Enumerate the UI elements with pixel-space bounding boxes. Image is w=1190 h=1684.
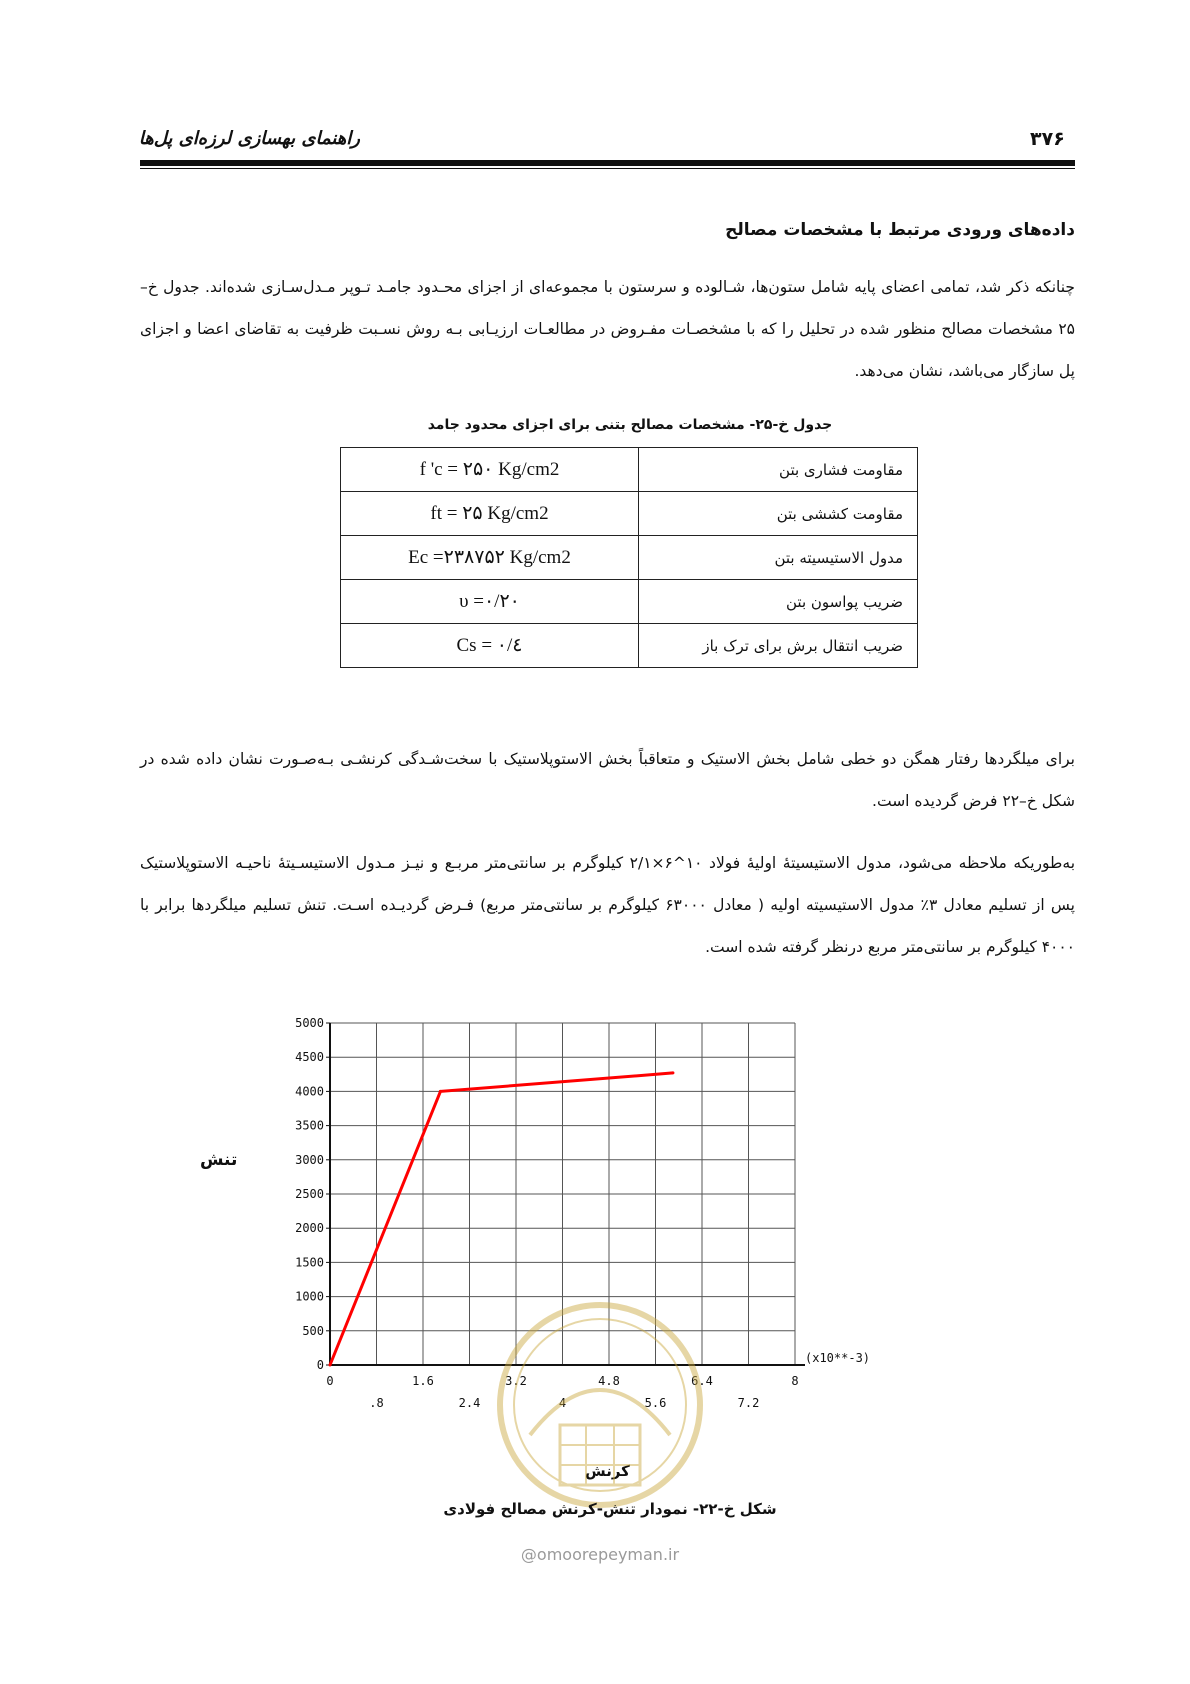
- y-tick-label: 5000: [295, 1016, 324, 1030]
- x-tick-label-bottom: 7.2: [737, 1396, 760, 1410]
- table-cell-desc: مقاومت فشاری بتن: [639, 448, 918, 492]
- data-point: [671, 1071, 674, 1074]
- running-title: راهنمای بهسازی لرزه‌ای پل‌ها: [138, 128, 360, 149]
- table-cell-value: υ =۰/۲۰: [341, 580, 639, 624]
- x-tick-label-top: 0: [326, 1374, 334, 1388]
- y-tick-label: 2500: [295, 1187, 324, 1201]
- x-tick-label-top: 4.8: [598, 1374, 620, 1388]
- table-cell-desc: ضریب انتقال برش برای ترک باز: [639, 624, 918, 668]
- x-tick-label-bottom: .8: [369, 1396, 384, 1410]
- y-tick-label: 4000: [295, 1084, 324, 1099]
- table-cell-desc: مقاومت کششی بتن: [639, 492, 918, 536]
- table-row: [341, 536, 918, 580]
- y-tick-label: 500: [302, 1323, 324, 1338]
- table-cell-desc: مدول الاستیسیته بتن: [639, 536, 918, 580]
- x-tick-label-bottom: 4: [558, 1396, 567, 1410]
- x-tick-label-bottom: 5.6: [644, 1396, 667, 1410]
- x-axis-multiplier: (x10**-3): [805, 1351, 871, 1365]
- y-tick-label: 4500: [295, 1050, 324, 1065]
- y-tick-label: 0: [316, 1358, 324, 1372]
- table-cell-value: Cs = ۰/٤: [341, 624, 639, 668]
- paragraph-steel-modulus: به‌طوریکه ملاحظه می‌شود، مدول الاستیسیتهٔ اولیهٔ فولاد ۱۰^۶×۲/۱ کیلوگرم بر سانتی‌متر مربـع و نیـز مـدول الاستیسـیتهٔ ناحیـه الاستوپلاستیک پس از تسلیم معادل ۳٪ مدول الاستیسیته اولیه ( معادل ۶۳۰۰۰ کیلوگرم بر سانتی‌متر مربع) فـرض گردیـده اسـت. تنش تسلیم میلگردها برابر با ۴۰۰۰ کیلوگرم بر سانتی‌متر مربع درنظر گرفته شده است.: [140, 854, 1076, 956]
- y-tick-label: 1500: [295, 1255, 324, 1270]
- table-cell-value: Ec =۲۳۸۷۵۲ Kg/cm2: [341, 536, 639, 580]
- data-point: [439, 1090, 442, 1093]
- header-rule-thin: [140, 168, 1075, 169]
- chart-x-label: کرنش: [585, 1462, 630, 1480]
- x-tick-label-top: 6.4: [691, 1374, 713, 1388]
- x-tick-label-top: 1.6: [412, 1374, 434, 1388]
- table-cell-desc: ضریب پواسون بتن: [639, 580, 918, 624]
- section-heading: داده‌های ورودی مرتبط با مشخصات مصالح: [725, 220, 1075, 240]
- data-point: [329, 1364, 332, 1367]
- y-tick-label: 1000: [295, 1289, 324, 1304]
- y-tick-label: 3500: [295, 1118, 324, 1133]
- paragraph-rebar-behavior: برای میلگردها رفتار همگن دو خطی شامل بخش الاستیک و متعاقباً بخش الاستوپلاستیک با سخت‌شـدگی کرنشـی بـه‌صـورت نشان داده شده در شکل خ–۲۲ فرض گردیده است.: [140, 750, 1075, 810]
- y-tick-label: 2000: [295, 1221, 324, 1236]
- table-row: [341, 492, 918, 536]
- paragraph-intro: چنانکه ذکر شد، تمامی اعضای پایه شامل ستون‌ها، شـالوده و سرستون با مجموعه‌ای از اجزای محـدود جامـد تـوپر مـدل‌سـازی شده‌اند. جدول خ–۲۵ مشخصات مصالح منظور شده در تحلیل را که با مشخصـات مفـروض در مطالعـات ارزیـابی بـه روش نسـبت ظرفیت به تقاضای اعضا و اجزای پل سازگار می‌باشد، نشان می‌دهد.: [140, 278, 1075, 380]
- table-cell-value: ft = ۲۵ Kg/cm2: [341, 492, 639, 536]
- x-tick-label-top: 3.2: [505, 1374, 527, 1388]
- x-tick-label-bottom: 2.4: [458, 1396, 481, 1410]
- header-rule: [140, 160, 1075, 166]
- table-row: [341, 580, 918, 624]
- chart-y-label: تنش: [200, 1150, 238, 1170]
- page-number: ۳۷۶: [1030, 128, 1065, 150]
- y-tick-label: 3000: [295, 1152, 324, 1167]
- table-row: [341, 624, 918, 668]
- table-cell-value: f 'c = ۲۵۰ Kg/cm2: [341, 448, 639, 492]
- materials-table: [340, 447, 918, 668]
- publisher-seal: [490, 1285, 710, 1525]
- watermark-text: @omoorepeyman.ir: [520, 1545, 680, 1564]
- table-caption: جدول خ-۲۵- مشخصات مصالح بتنی برای اجزای محدود جامد: [427, 417, 833, 433]
- table-row: [341, 448, 918, 492]
- x-tick-label-top: 8: [791, 1374, 799, 1388]
- figure-caption: شکل خ-۲۲- نمودار تنش-کرنش مصالح فولادی: [443, 1500, 777, 1518]
